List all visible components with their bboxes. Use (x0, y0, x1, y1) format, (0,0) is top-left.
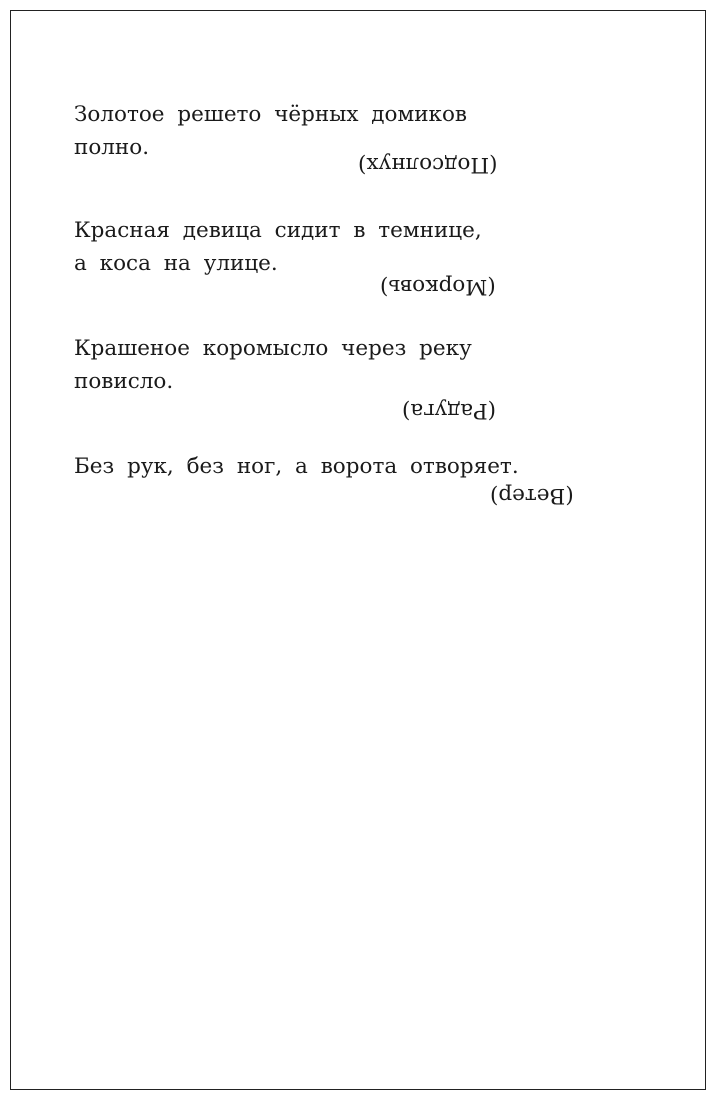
riddle-text (74, 98, 614, 164)
riddle-text (74, 332, 614, 398)
riddle-line: Красная девица сидит в темнице, (74, 218, 482, 243)
riddle-line: Золотое решето чёрных домиков (74, 102, 468, 127)
riddle-line: а коса на улице. (74, 251, 278, 276)
answer-line (74, 398, 614, 426)
riddle-list (74, 98, 614, 541)
answer-line (74, 152, 614, 192)
riddle-text (74, 450, 614, 483)
riddle-answer: (Морковь) (380, 274, 496, 299)
riddle-line: Крашеное коромысло через реку (74, 336, 472, 361)
riddle-wind (74, 450, 614, 511)
riddle-carrot (74, 214, 614, 308)
answer-line (74, 483, 614, 511)
answer-line (74, 274, 614, 308)
riddle-answer: (Радуга) (402, 398, 497, 423)
riddle-line: Без рук, без ног, а ворота отворяет. (74, 454, 519, 479)
riddle-line: повисло. (74, 369, 174, 394)
riddle-text (74, 214, 614, 280)
riddle-rainbow (74, 332, 614, 426)
riddle-answer: (Ветер) (490, 483, 574, 508)
riddle-line: полно. (74, 135, 150, 160)
riddle-answer: (Подсолнух) (358, 152, 498, 177)
riddle-sunflower (74, 98, 614, 192)
